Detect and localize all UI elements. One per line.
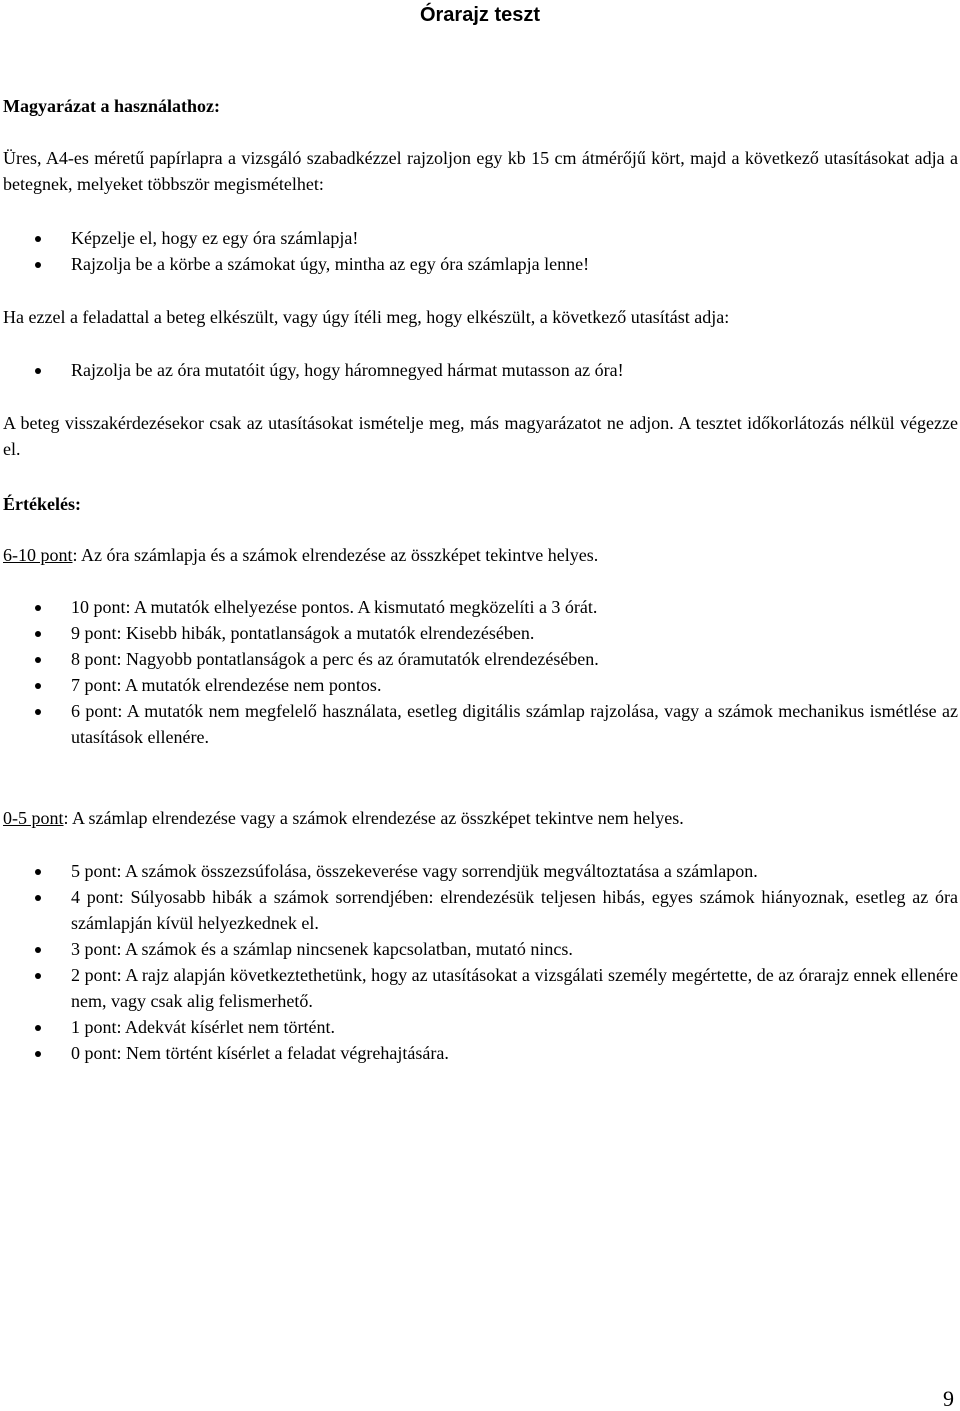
explanation-heading: Magyarázat a használathoz: <box>3 96 220 116</box>
list-item: 1 pont: Adekvát kísérlet nem történt. <box>3 1014 958 1040</box>
list-item: 2 pont: A rajz alapján következtethetünk, hogy az utasításokat a vizsgálati személy megértette, de az órarajz ennek ellenére nem, vagy csak alig felismerhető. <box>3 962 958 1014</box>
bullet-icon <box>35 683 41 689</box>
list-item: 9 pont: Kisebb hibák, pontatlanságok a mutatók elrendezésében. <box>3 620 958 646</box>
intro-paragraph: Üres, A4-es méretű papírlapra a vizsgáló szabadkézzel rajzoljon egy kb 15 cm átmérőjű kört, majd a következő utasításokat adja a betegnek, melyeket többször megismételhet: <box>3 148 958 194</box>
section-b-list <box>3 858 958 1066</box>
list-item: 6 pont: A mutatók nem megfelelő használata, esetleg digitális számlap rajzolása, vagy a számok mechanikus ismétlése az utasítások ellenére. <box>3 698 958 750</box>
bullet-icon <box>35 1051 41 1057</box>
list-item: Rajzolja be az óra mutatóit úgy, hogy háromnegyed hármat mutasson az óra! <box>3 357 958 383</box>
section-b-range: 0-5 pont <box>3 808 64 828</box>
section-a-heading <box>3 542 958 568</box>
followup-paragraph: Ha ezzel a feladattal a beteg elkészült, vagy úgy ítéli meg, hogy elkészült, a következő utasítást adja: <box>3 307 730 327</box>
list-item: 10 pont: A mutatók elhelyezése pontos. A kismutató megközelíti a 3 órát. <box>3 594 958 620</box>
bullet-icon <box>35 869 41 875</box>
bullet-icon <box>35 709 41 715</box>
bullet-icon <box>35 1025 41 1031</box>
page-number: 9 <box>943 1386 954 1411</box>
instruction-list-1 <box>3 225 958 277</box>
list-item: 5 pont: A számok összezsúfolása, összekeverése vagy sorrendjük megváltoztatása a számlapon. <box>3 858 958 884</box>
section-b-heading <box>3 805 958 831</box>
list-item: Képzelje el, hogy ez egy óra számlapja! <box>3 225 958 251</box>
section-a-range: 6-10 pont <box>3 545 73 565</box>
list-item: 3 pont: A számok és a számlap nincsenek kapcsolatban, mutató nincs. <box>3 936 958 962</box>
bullet-icon <box>35 262 41 268</box>
bullet-icon <box>35 236 41 242</box>
note-paragraph: A beteg visszakérdezésekor csak az utasításokat ismételje meg, más magyarázatot ne adjon. A tesztet időkorlátozás nélkül végezze el. <box>3 413 958 459</box>
list-item: Rajzolja be a körbe a számokat úgy, mintha az egy óra számlapja lenne! <box>3 251 958 277</box>
bullet-icon <box>35 631 41 637</box>
bullet-icon <box>35 657 41 663</box>
section-a-list <box>3 594 958 750</box>
bullet-icon <box>35 895 41 901</box>
instruction-list-2 <box>3 357 958 383</box>
bullet-icon <box>35 368 41 374</box>
bullet-icon <box>35 973 41 979</box>
list-item: 8 pont: Nagyobb pontatlanságok a perc és az óramutatók elrendezésében. <box>3 646 958 672</box>
list-item: 7 pont: A mutatók elrendezése nem pontos. <box>3 672 958 698</box>
evaluation-heading: Értékelés: <box>3 494 81 514</box>
list-item: 4 pont: Súlyosabb hibák a számok sorrendjében: elrendezésük teljesen hibás, egyes számok hiányoznak, esetleg az óra számlapján kívül helyezkednek el. <box>3 884 958 936</box>
bullet-icon <box>35 605 41 611</box>
section-b-text: : A számlap elrendezése vagy a számok elrendezése az összképet tekintve nem helyes. <box>63 808 684 828</box>
bullet-icon <box>35 947 41 953</box>
list-item: 0 pont: Nem történt kísérlet a feladat végrehajtására. <box>3 1040 958 1066</box>
section-a-text: : Az óra számlapja és a számok elrendezése az összképet tekintve helyes. <box>72 545 599 565</box>
page-title: Órarajz teszt <box>419 4 541 26</box>
